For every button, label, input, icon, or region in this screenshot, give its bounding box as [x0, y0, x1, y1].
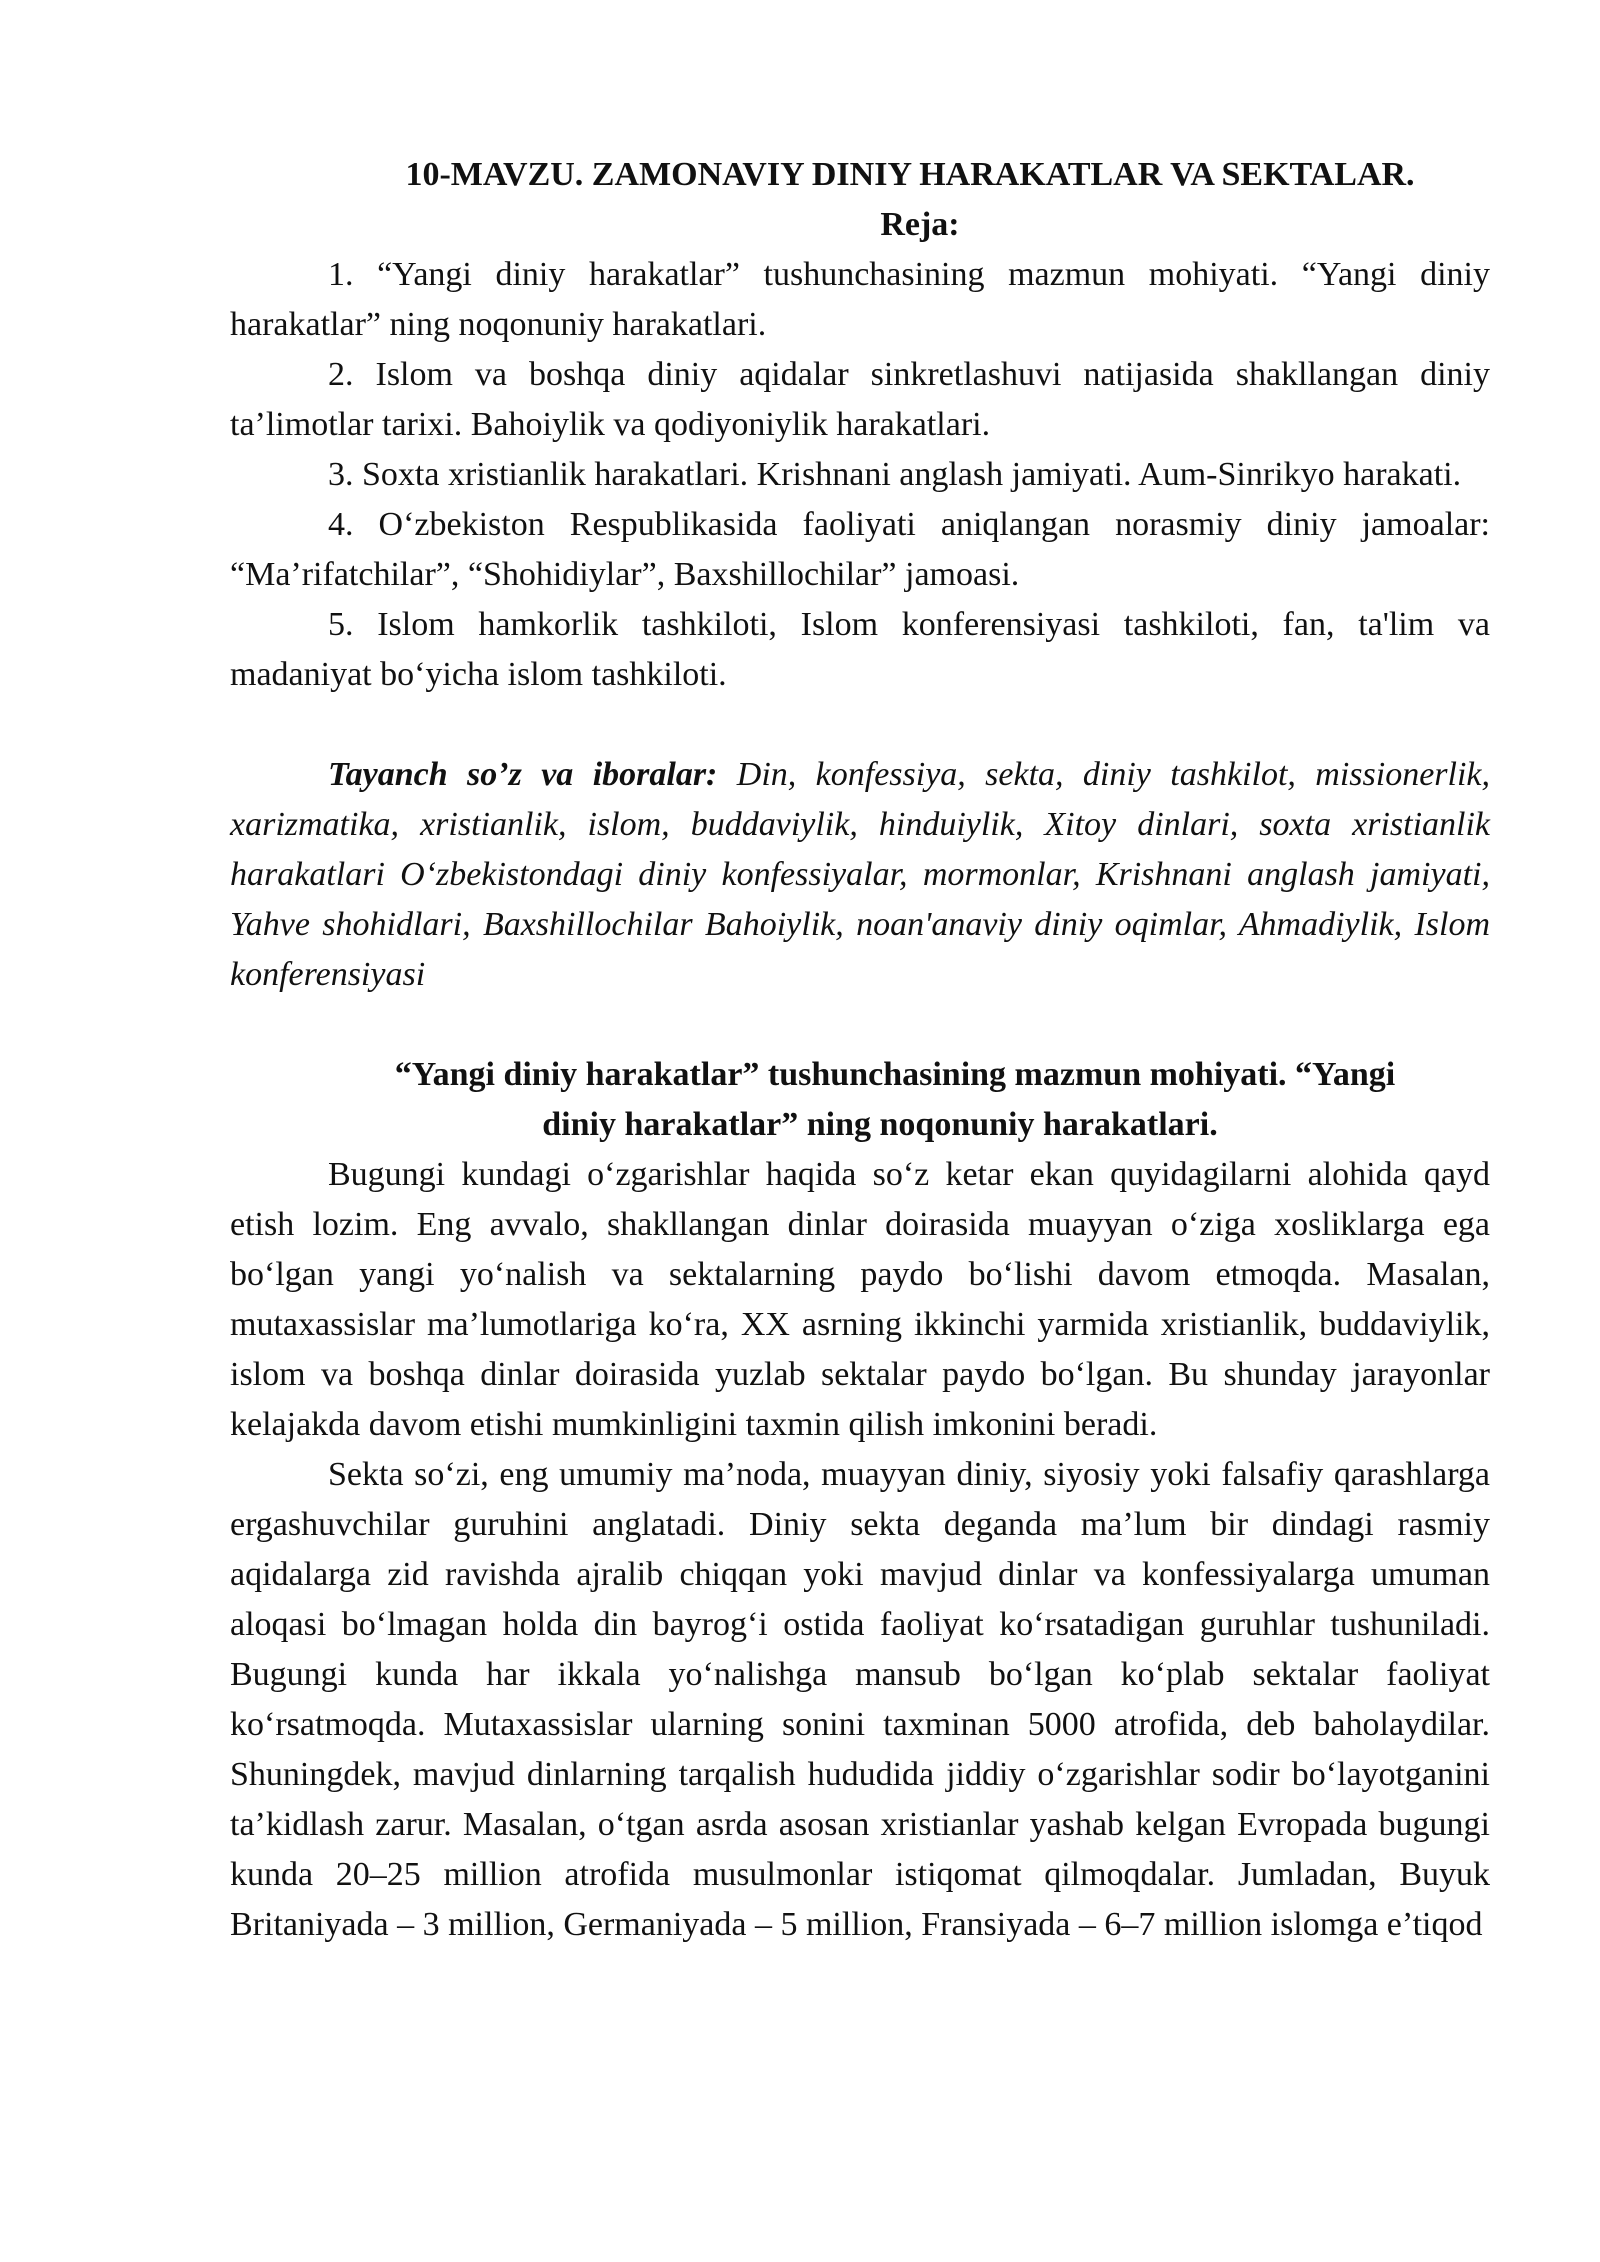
spacer: [230, 1000, 1490, 1050]
keywords-paragraph: [230, 750, 1490, 1000]
section-heading-line-2: diniy harakatlar” ning noqonuniy harakatlari.: [542, 1106, 1218, 1143]
section-heading-line-1: “Yangi diniy harakatlar” tushunchasining mazmun mohiyati. “Yangi: [394, 1056, 1396, 1093]
body-paragraph: Bugungi kundagi o‘zgarishlar haqida so‘z ketar ekan quyidagilarni alohida qayd etish lozim. Eng avvalo, shakllangan dinlar doirasida muayyan o‘ziga xosliklarga ega bo‘lgan yangi yo‘nalish va sektalarning paydo bo‘lishi davom etmoqda. Masalan, mutaxassislar ma’lumotlariga ko‘ra, XX asrning ikkinchi yarmida xristianlik, buddaviylik, islom va boshqa dinlar doirasida yuzlab sektalar paydo bo‘lgan. Bu shunday jarayonlar kelajakda davom etishi mumkinligini taxmin qilish imkonini beradi.: [230, 1156, 1490, 1443]
plan-item: 3. Soxta xristianlik harakatlari. Krishnani anglash jamiyati. Aum-Sinrikyo harakati.: [328, 456, 1462, 493]
body-paragraph: Sekta so‘zi, eng umumiy ma’noda, muayyan diniy, siyosiy yoki falsafiy qarashlarga ergashuvchilar guruhini anglatadi. Diniy sekta deganda ma’lum bir dindagi rasmiy aqidalarga zid ravishda ajralib chiqqan yoki mavjud dinlar va konfessiyalarga umuman aloqasi bo‘lmagan holda din bayrog‘i ostida faoliyat ko‘rsatadigan guruhlar tushuniladi. Bugungi kunda har ikkala yo‘nalishga mansub bo‘lgan ko‘plab sektalar faoliyat ko‘rsatmoqda. Mutaxassislar ularning sonini taxminan 5000 atrofida, deb baholaydilar. Shuningdek, mavjud dinlarning tarqalish hududida jiddiy o‘zgarishlar sodir bo‘layotganini ta’kidlash zarur. Masalan, o‘tgan asrda asosan xristianlar yashab kelgan Evropada bugungi kunda 20–25 million atrofida musulmonlar istiqomat qilmoqdalar. Jumladan, Buyuk Britaniyada – 3 million, Germaniyada – 5 million, Fransiyada – 6–7 million islomga e’tiqod: [230, 1456, 1490, 1943]
document-title: 10-MAVZU. ZAMONAVIY DINIY HARAKATLAR VA SEKTALAR.: [405, 156, 1415, 193]
spacer: [230, 700, 1490, 750]
document-page: [230, 150, 1490, 1950]
plan-item: 5. Islom hamkorlik tashkiloti, Islom konferensiyasi tashkiloti, fan, ta'lim va madaniyat bo‘yicha islom tashkiloti.: [230, 606, 1490, 693]
keywords-label: Tayanch so’z va iboralar:: [328, 756, 718, 793]
plan-item: 2. Islom va boshqa diniy aqidalar sinkretlashuvi natijasida shakllangan diniy ta’limotlar tarixi. Bahoiylik va qodiyoniylik harakatlari.: [230, 356, 1490, 443]
plan-item: 4. O‘zbekiston Respublikasida faoliyati aniqlangan norasmiy diniy jamoalar: “Ma’rifatchilar”, “Shohidiylar”, Baxshillochilar” jamoasi.: [230, 506, 1490, 593]
keywords-text: Din, konfessiya, sekta, diniy tashkilot, missionerlik, xarizmatika, xristianlik, islom, buddaviylik, hinduiylik, Xitoy dinlari, soxta xristianlik harakatlari O‘zbekistondagi diniy konfessiyalar, mormonlar, Krishnani anglash jamiyati, Yahve shohidlari, Baxshillochilar Bahoiylik, noan'anaviy diniy oqimlar, Ahmadiylik, Islom konferensiyasi: [230, 756, 1491, 993]
plan-heading: Reja:: [880, 206, 960, 243]
plan-item: 1. “Yangi diniy harakatlar” tushunchasining mazmun mohiyati. “Yangi diniy harakatlar” ning noqonuniy harakatlari.: [230, 256, 1490, 343]
